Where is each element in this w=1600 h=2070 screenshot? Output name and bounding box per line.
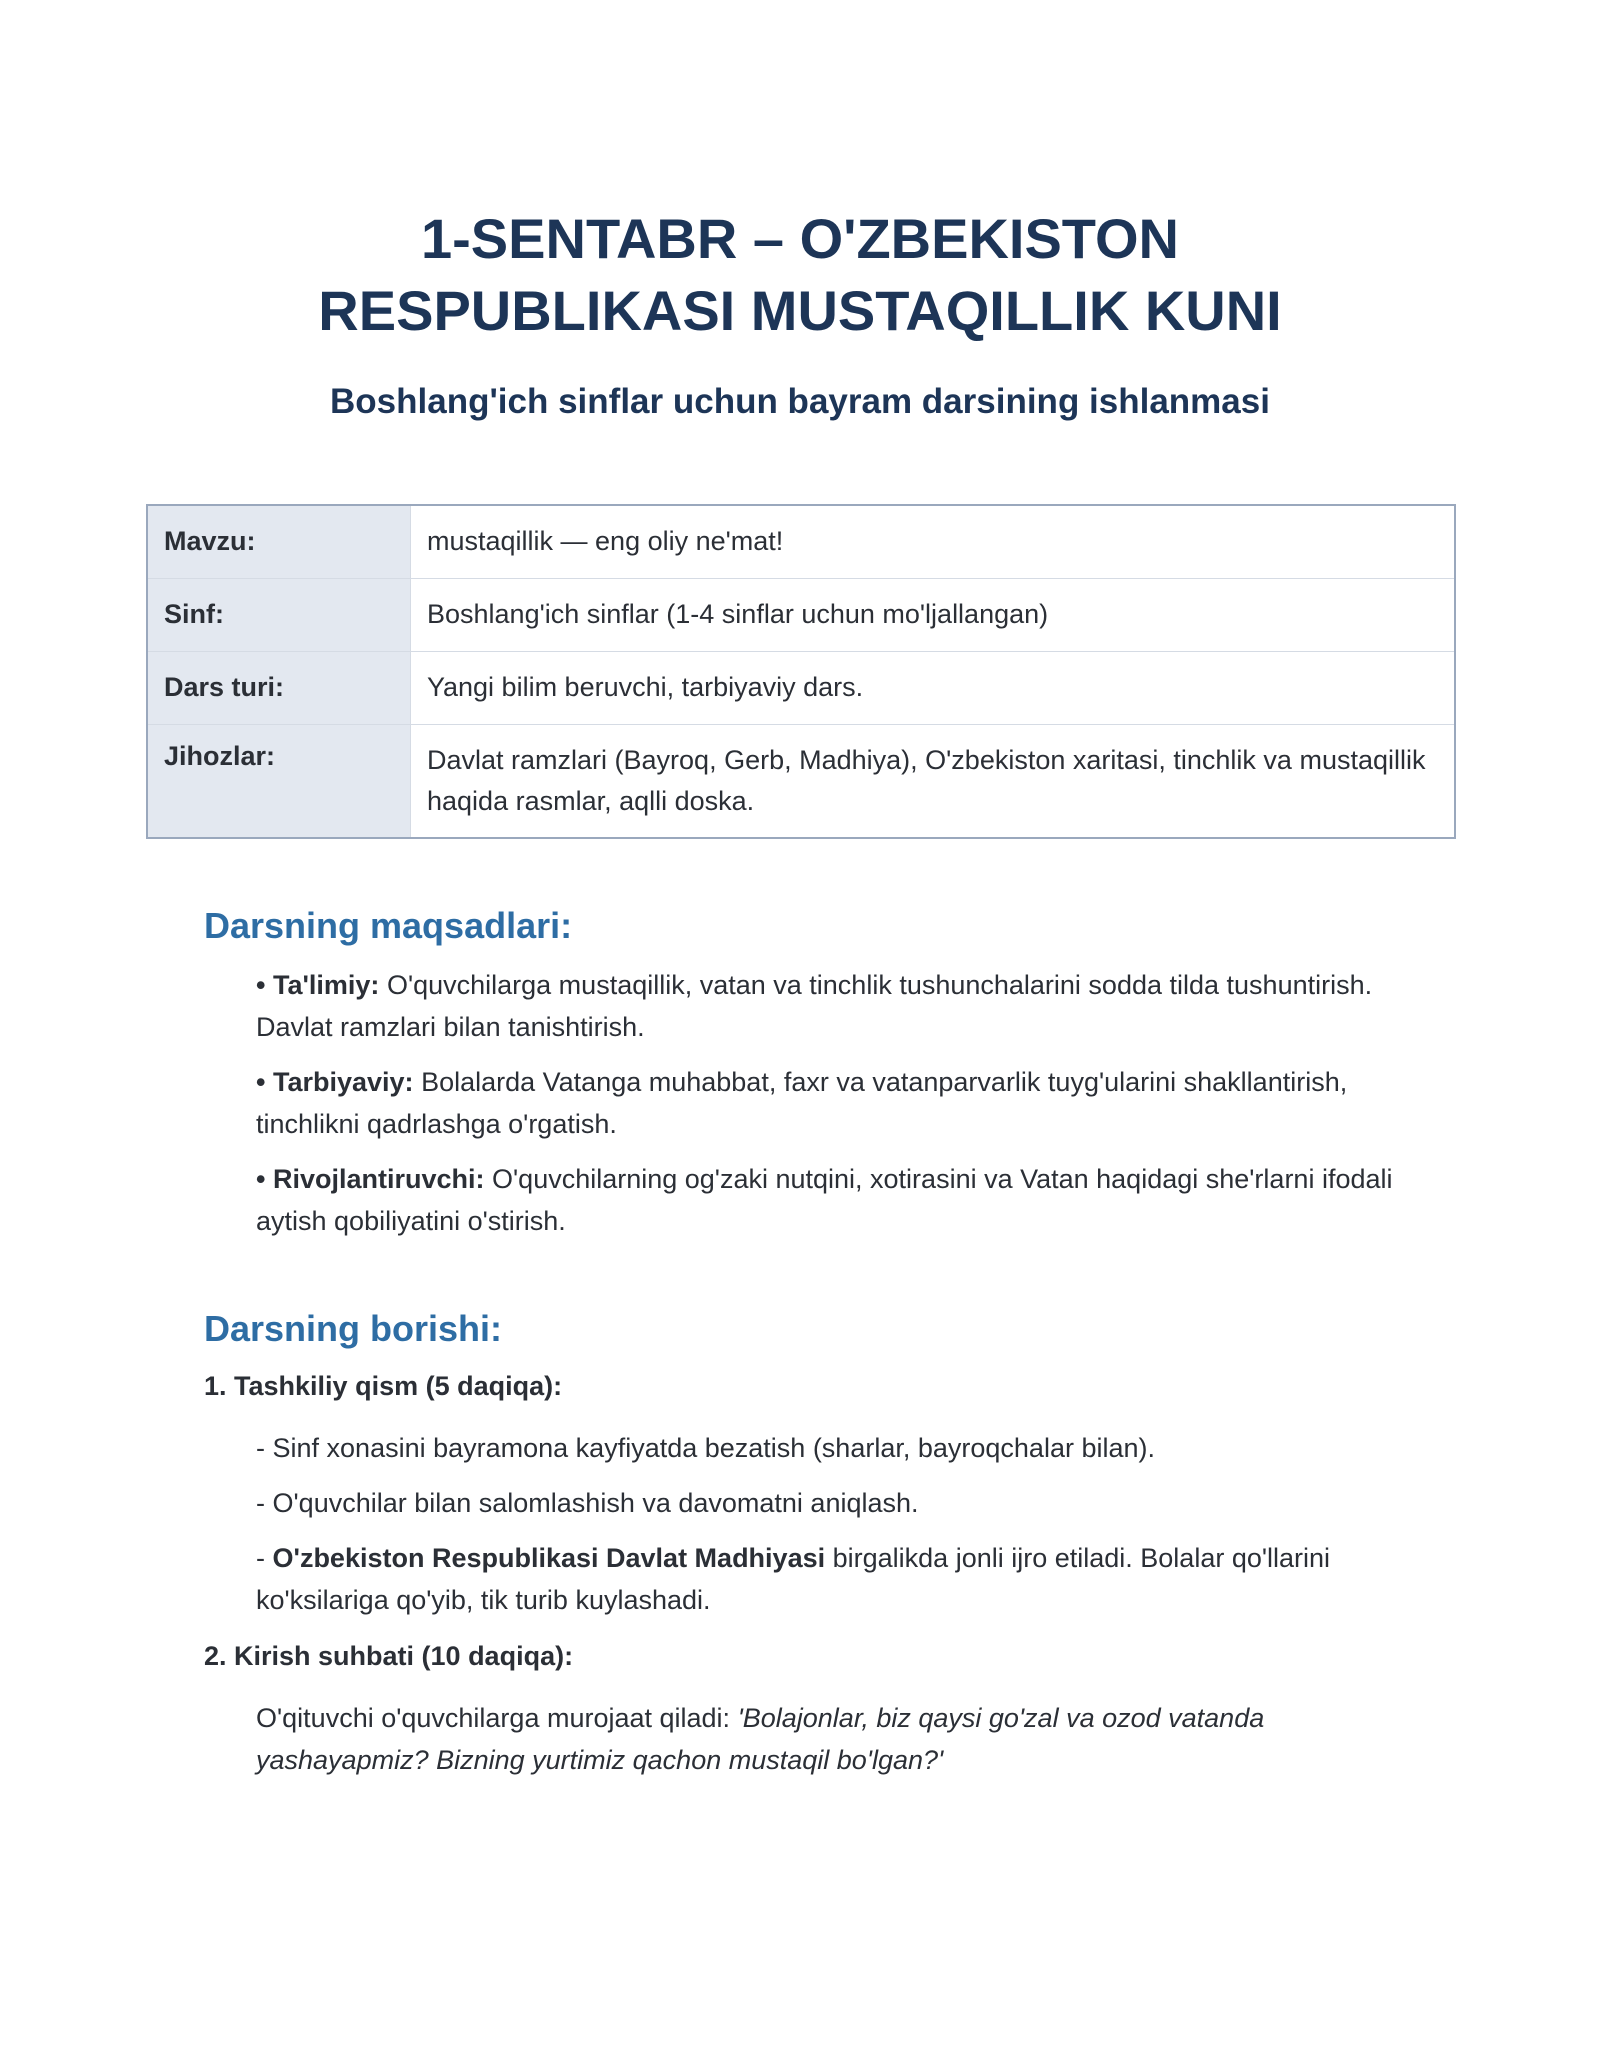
document-title (200, 203, 1400, 347)
item-bold: O'zbekiston Respublikasi Davlat Madhiyasi (272, 1543, 826, 1573)
step-1-item (256, 1537, 1416, 1621)
lesson-info-table (146, 504, 1456, 839)
table-row (147, 505, 1455, 578)
step-1-title: 1. Tashkiliy qism (5 daqiqa): (204, 1371, 563, 1401)
goal-bullet: • (256, 1164, 266, 1194)
table-row (147, 578, 1455, 651)
goal-text: O'quvchilarga mustaqillik, vatan va tinchlik tushunchalarini sodda tilda tushuntirish. Davlat ramzlari bilan tanishtirish. (256, 970, 1373, 1042)
goal-label: Ta'limiy: (272, 970, 380, 1000)
item-text: birgalikda jonli ijro etiladi. Bolalar qo'llarini ko'ksilariga qo'yib, tik turib kuylashadi. (256, 1543, 1331, 1615)
title-line-1: 1-SENTABR – O'ZBEKISTON (421, 207, 1179, 270)
row-value: Boshlang'ich sinflar (1-4 sinflar uchun mo'ljallangan) (411, 578, 1456, 651)
document-subtitle: Boshlang'ich sinflar uchun bayram darsining ishlanmasi (330, 382, 1270, 421)
goal-text: Bolalarda Vatanga muhabbat, faxr va vatanparvarlik tuyg'ularini shakllantirish, tinchlikni qadrlashga o'rgatish. (256, 1067, 1348, 1139)
goal-item (256, 1061, 1416, 1145)
row-value: Davlat ramzlari (Bayroq, Gerb, Madhiya), O'zbekiston xaritasi, tinchlik va mustaqillik haqida rasmlar, aqlli doska. (427, 744, 1426, 816)
step-2-title: 2. Kirish suhbati (10 daqiqa): (204, 1641, 574, 1671)
table-row (147, 724, 1455, 838)
item-text: Sinf xonasini bayramona kayfiyatda bezatish (sharlar, bayroqchalar bilan). (272, 1433, 1155, 1463)
goal-text: O'quvchilarning og'zaki nutqini, xotirasini va Vatan haqidagi she'rlarni ifodali aytish qobiliyatini o'stirish. (256, 1164, 1393, 1236)
row-key: Jihozlar: (147, 724, 411, 838)
goal-label: Tarbiyaviy: (272, 1067, 414, 1097)
step-2-text (256, 1697, 1416, 1781)
row-key: Sinf: (147, 578, 411, 651)
goal-bullet: • (256, 970, 266, 1000)
goal-label: Rivojlantiruvchi: (272, 1164, 485, 1194)
item-text: O'quvchilar bilan salomlashish va davomatni aniqlash. (272, 1488, 919, 1518)
step-2-quote: 'Bolajonlar, biz qaysi go'zal va ozod vatanda yashayapmiz? Bizning yurtimiz qachon mustaqil bo'lgan?' (256, 1703, 1265, 1775)
row-key: Dars turi: (147, 651, 411, 724)
title-line-2: RESPUBLIKASI MUSTAQILLIK KUNI (318, 279, 1282, 342)
row-key: Mavzu: (147, 505, 411, 578)
step-2-intro: O'qituvchi o'quvchilarga murojaat qiladi: (256, 1703, 731, 1733)
goal-item (256, 1158, 1416, 1242)
item-dash: - (256, 1488, 265, 1518)
item-dash: - (256, 1433, 265, 1463)
row-value: mustaqillik — eng oliy ne'mat! (411, 505, 1456, 578)
table-row (147, 651, 1455, 724)
goal-item (256, 964, 1416, 1048)
item-dash: - (256, 1543, 265, 1573)
goal-bullet: • (256, 1067, 266, 1097)
process-heading: Darsning borishi: (204, 1308, 503, 1349)
step-1-item (256, 1482, 1416, 1524)
goals-heading: Darsning maqsadlari: (204, 905, 573, 946)
step-1-item (256, 1427, 1416, 1469)
row-value: Yangi bilim beruvchi, tarbiyaviy dars. (411, 651, 1456, 724)
